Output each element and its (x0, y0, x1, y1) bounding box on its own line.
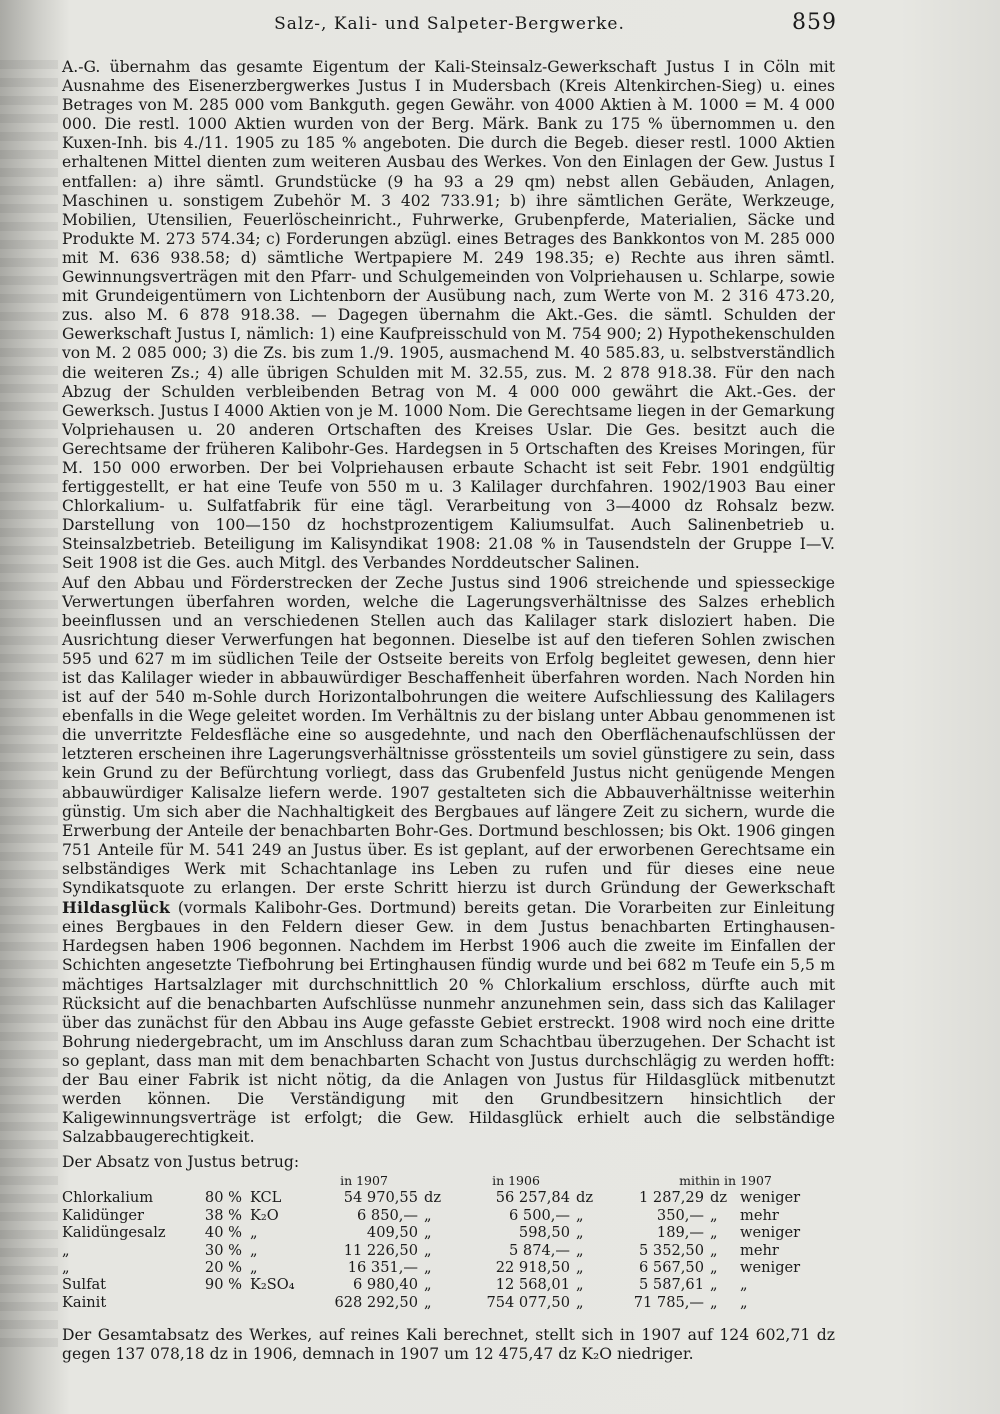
cell-chem: K₂O (250, 1206, 279, 1224)
conclusion-paragraph: Der Gesamtabsatz des Werkes, auf reines Kali berechnet, stellt sich in 1907 auf 124 602,71 dz gegen 137 078,18 dz in 1906, demnach in 1907 um 12 475,47 dz K₂O niedriger. (62, 1326, 835, 1364)
cell-u2: „ (576, 1276, 584, 1294)
cell-u1: dz (424, 1189, 442, 1207)
cell-product: „ (62, 1241, 70, 1259)
running-title: Salz-, Kali- und Salpeter-Bergwerke. (274, 14, 625, 34)
cell-u2: „ (576, 1206, 584, 1224)
paragraph-text-continued: (vormals Kalibohr-Ges. Dortmund) bereits getan. Die Vorarbeiten zur Einleitung eines Bergbaues in den Feldern dieser Gew. in dem Justus benachbarten Ertinghausen-Hardegsen haben 1906 begonnen. Nachdem im Herbst 1906 auch die zweite im Einfallen der Schichten angesetzte Tiefbohrung bei Ertinghausen fündig wurde und bei 682 m Teufe ein 5,5 m mächtiges Hartsalzlager mit durchschnittlich 20 % Chlorkalium erschloss, dürfte auch mit Rücksicht auf die benachbarten Aufschlüsse nunmehr anzunehmen sein, dass sich das Kalilager über das zunächst für den Abbau ins Auge gefasste Gebiet erstreckt. 1908 wird noch eine dritte Bohrung niedergebracht, um im Anschluss daran zum Schachtbau überzugehen. Der Schacht ist so geplant, dass man mit dem benachbarten Schacht von Justus durchschlägig zu werden hofft: der Bau einer Fabrik ist nicht nötig, da die Anlagen von Justus für Hildasglück mitbenutzt werden können. Die Verständigung mit den Grundbesitzern hinsichtlich der Kaligewinnungsverträge ist erfolgt; die Gew. Hildasglück erhielt auch die selbständige Salzabbaugerechtigkeit. (62, 899, 835, 1147)
col-header-1906: in 1906 (492, 1173, 540, 1188)
cell-u3: „ (710, 1276, 718, 1294)
cell-v1906: 56 257,84 (495, 1189, 570, 1207)
cell-dir: weniger (740, 1189, 801, 1207)
cell-u1: „ (424, 1259, 432, 1277)
cell-diff: 189,— (656, 1224, 704, 1242)
cell-v1907: 6 980,40 (353, 1276, 418, 1294)
cell-product: Chlorkalium (62, 1189, 154, 1207)
cell-u1: „ (424, 1224, 432, 1242)
table-row (62, 1224, 837, 1241)
cell-diff: 1 287,29 (639, 1189, 704, 1207)
cell-u3: „ (710, 1224, 718, 1242)
table-row (62, 1242, 837, 1259)
cell-diff: 6 567,50 (639, 1259, 704, 1277)
sales-table (62, 1172, 837, 1311)
cell-v1907: 6 850,— (356, 1206, 418, 1224)
cell-u3: „ (710, 1293, 718, 1311)
paragraph-mining-operations (62, 574, 835, 1148)
cell-diff: 71 785,— (633, 1293, 704, 1311)
cell-u3: „ (710, 1241, 718, 1259)
cell-v1907: 11 226,50 (343, 1241, 418, 1259)
binding-gutter-shadow (0, 60, 58, 1354)
cell-v1906: 22 918,50 (495, 1259, 570, 1277)
cell-pct: 90 % (204, 1276, 242, 1294)
cell-chem: „ (250, 1241, 258, 1259)
cell-u2: „ (576, 1224, 584, 1242)
cell-v1906: 754 077,50 (486, 1293, 570, 1311)
table-row (62, 1294, 837, 1311)
cell-v1907: 16 351,— (347, 1259, 418, 1277)
cell-chem (250, 1294, 310, 1311)
cell-dir: weniger (740, 1224, 801, 1242)
cell-u1: „ (424, 1241, 432, 1259)
cell-diff: 350,— (656, 1206, 704, 1224)
cell-pct: 20 % (204, 1259, 242, 1277)
col-header-1907: in 1907 (340, 1173, 388, 1188)
sales-header-row (62, 1172, 837, 1189)
cell-pct (202, 1294, 250, 1311)
cell-dir: mehr (740, 1206, 779, 1224)
article-body (62, 58, 835, 1147)
cell-product: Kalidüngesalz (62, 1224, 166, 1242)
sales-title: Der Absatz von Justus betrug: (62, 1153, 300, 1171)
cell-pct: 40 % (204, 1224, 242, 1242)
cell-u2: „ (576, 1259, 584, 1277)
cell-u2: dz (576, 1189, 594, 1207)
page-number: 859 (792, 10, 837, 35)
cell-product: Sulfat (62, 1276, 107, 1294)
cell-pct: 80 % (204, 1189, 242, 1207)
cell-diff: 5 587,61 (639, 1276, 704, 1294)
page-header (62, 8, 837, 38)
table-row (62, 1189, 837, 1206)
cell-u1: „ (424, 1206, 432, 1224)
table-row (62, 1276, 837, 1293)
paragraph-text: Auf den Abbau und Förderstrecken der Zeche Justus sind 1906 streichende und spiesseckige Verwertungen überfahren worden, welche die Lagerungsverhältnisse des Salzes erheblich beeinflussen und an verschiedenen Stellen auch das Kalilager stark disloziert haben. Die Ausrichtung dieser Verwerfungen hat begonnen. Dieselbe ist auf den tieferen Sohlen zwischen 595 und 627 m im südlichen Teile der Ostseite bereits von Erfolg begleitet gewesen, denn hier ist das Kalilager wieder in abbauwürdiger Beschaffenheit überfahren worden. Nach Norden hin ist auf der 540 m-Sohle durch Horizontalbohrungen die weitere Aufschliessung des Kalilagers ebenfalls in die Wege geleitet worden. Im Verhältnis zu der bislang unter Abbau genommenen ist die unverritzte Feldesfläche eine so ausgedehnte, und nach den Oberflächenaufschlüssen der letzteren erscheinen ihre Lagerungsverhältnisse grösstenteils um soviel günstigere zu sein, dass kein Grund zu der Befürchtung vorliegt, dass das Grubenfeld Justus nicht genügende Mengen abbauwürdiger Kalisalze liefern werde. 1907 gestalteten sich die Abbauverhältnisse weiterhin günstig. Um sich aber die Nachhaltigkeit des Bergbaues auf längere Zeit zu sichern, wurde die Erwerbung der Anteile der benachbarten Bohr-Ges. Dortmund beschlossen; bis Okt. 1906 gingen 751 Anteile für M. 541 249 an Justus über. Es ist geplant, auf der erworbenen Gerechtsame ein selbständiges Werk mit Schachtanlage ins Leben zu rufen und für dieses eine neue Syndikatsquote zu erlangen. Der erste Schritt hierzu ist durch Gründung der Gewerkschaft (62, 573, 835, 898)
cell-chem: „ (250, 1224, 258, 1242)
cell-v1906: 6 500,— (508, 1206, 570, 1224)
cell-chem: KCL (250, 1189, 282, 1207)
cell-product: „ (62, 1259, 70, 1277)
cell-chem: K₂SO₄ (250, 1276, 295, 1294)
cell-v1907: 54 970,55 (343, 1189, 418, 1207)
cell-product: Kalidünger (62, 1206, 145, 1224)
cell-dir: weniger (740, 1259, 801, 1277)
cell-u1: „ (424, 1293, 432, 1311)
cell-u2: „ (576, 1293, 584, 1311)
col-header-diff: mithin in 1907 (679, 1173, 772, 1188)
emphasized-name: Hildasglück (62, 898, 171, 918)
cell-v1906: 12 568,01 (495, 1276, 570, 1294)
cell-pct: 30 % (204, 1241, 242, 1259)
cell-u1: „ (424, 1276, 432, 1294)
cell-v1907: 628 292,50 (334, 1293, 418, 1311)
cell-u3: dz (710, 1189, 728, 1207)
cell-dir: mehr (740, 1241, 779, 1259)
cell-product: Kainit (62, 1293, 107, 1311)
cell-dir: „ (740, 1293, 748, 1311)
cell-chem: „ (250, 1259, 258, 1277)
cell-u3: „ (710, 1206, 718, 1224)
cell-v1907: 409,50 (366, 1224, 418, 1242)
cell-dir: „ (740, 1276, 748, 1294)
table-row (62, 1259, 837, 1276)
cell-u2: „ (576, 1241, 584, 1259)
cell-v1906: 5 874,— (508, 1241, 570, 1259)
table-row (62, 1207, 837, 1224)
cell-pct: 38 % (204, 1206, 242, 1224)
cell-diff: 5 352,50 (639, 1241, 704, 1259)
paragraph-company-history: A.-G. übernahm das gesamte Eigentum der Kali-Steinsalz-Gewerkschaft Justus I in Cöln mit Ausnahme des Eisenerzbergwerkes Justus I in Mudersbach (Kreis Altenkirchen-Sieg) u. eines Betrages von M. 285 000 vom Bankguth. gegen Gewähr. von 4000 Aktien à M. 1000 = M. 4 000 000. Die restl. 1000 Aktien wurden von der Berg. Märk. Bank zu 175 % übernommen u. den Kuxen-Inh. bis 4./11. 1905 zu 185 % angeboten. Die durch die Begeb. dieser restl. 1000 Aktien erhaltenen Mittel dienten zum weiteren Ausbau des Werkes. Von den Einlagen der Gew. Justus I entfallen: a) ihre sämtl. Grundstücke (9 ha 93 a 29 qm) nebst allen Gebäuden, Anlagen, Maschinen u. sonstigem Zubehör M. 3 402 733.91; b) ihre sämtlichen Geräte, Werkzeuge, Mobilien, Utensilien, Feuerlöscheinricht., Fuhrwerke, Grubenpferde, Materialien, Säcke und Produkte M. 273 574.34; c) Forderungen abzügl. eines Betrages des Bankkontos von M. 285 000 mit M. 636 938.58; d) sämtliche Wertpapiere M. 249 198.35; e) Rechte aus ihren sämtl. Gewinnungsverträgen mit den Pfarr- und Schulgemeinden von Volpriehausen u. Schlarpe, sowie mit Grundeigentümern von Lichtenborn der Ausübung nach, zum Werte von M. 2 316 473.20, zus. also M. 6 878 918.38. — Dagegen übernahm die Akt.-Ges. die sämtl. Schulden der Gewerkschaft Justus I, nämlich: 1) eine Kaufpreisschuld von M. 754 900; 2) Hypothekenschulden von M. 2 085 000; 3) die Zs. bis zum 1./9. 1905, ausmachend M. 40 585.83, u. selbstverständlich die weiteren Zs.; 4) alle übrigen Schulden mit M. 32.55, zus. M. 2 878 918.38. Für den nach Abzug der Schulden verbleibenden Betrag von M. 4 000 000 gewährt die Akt.-Ges. der Gewerksch. Justus I 4000 Aktien von je M. 1000 Nom. Die Gerechtsame liegen in der Gemarkung Volpriehausen u. 20 anderen Ortschaften des Kreises Uslar. Die Ges. besitzt auch die Gerechtsame der früheren Kalibohr-Ges. Hardegsen in 5 Ortschaften des Kreises Moringen, für M. 150 000 erworben. Der bei Volpriehausen erbaute Schacht ist seit Febr. 1901 endgültig fertiggestellt, er hat eine Teufe von 550 m u. 3 Kalilager durchfahren. 1902/1903 Bau einer Chlorkalium- u. Sulfatfabrik für eine tägl. Verarbeitung von 3—4000 dz Rohsalz bezw. Darstellung von 100—150 dz hochstprozentigem Kaliumsulfat. Auch Salinenbetrieb u. Steinsalzbetrieb. Beteiligung im Kalisyndikat 1908: 21.08 % in Tausendsteln der Gruppe I—V. Seit 1908 ist die Ges. auch Mitgl. des Verbandes Norddeutscher Salinen. (62, 58, 835, 573)
cell-u3: „ (710, 1259, 718, 1277)
cell-v1906: 598,50 (518, 1224, 570, 1242)
